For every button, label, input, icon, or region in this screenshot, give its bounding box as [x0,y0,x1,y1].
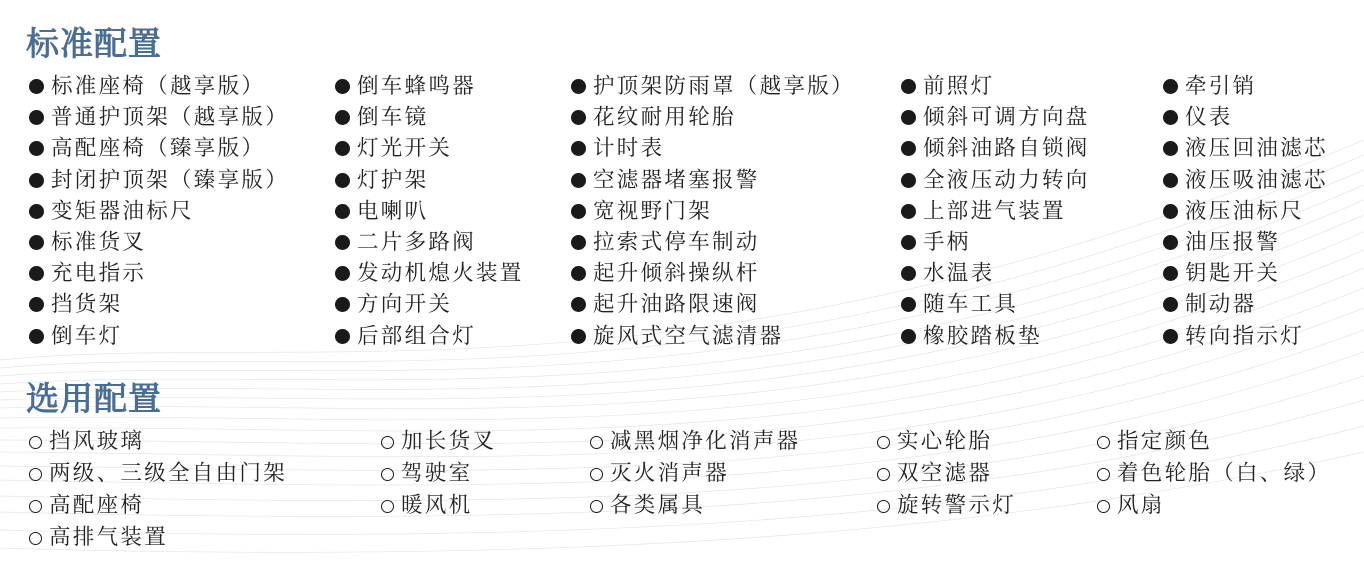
list-item: 水温表 [901,258,1090,289]
filled-bullet-icon [571,266,586,281]
open-bullet-icon [29,468,42,481]
filled-bullet-icon [1163,110,1178,125]
list-item: 暖风机 [381,490,496,522]
list-item: 挡风玻璃 [29,426,287,458]
list-item: 液压回油滤芯 [1163,133,1328,164]
open-bullet-icon [29,500,42,513]
list-item: 着色轮胎（白、绿） [1097,458,1331,490]
filled-bullet-icon [335,329,350,344]
filled-bullet-icon [29,329,44,344]
optional-column-2 [381,426,496,522]
open-bullet-icon [1097,500,1110,513]
list-item: 加长货叉 [381,426,496,458]
list-item: 转向指示灯 [1163,321,1328,352]
list-item: 驾驶室 [381,458,496,490]
optional-column-5 [1097,426,1331,522]
filled-bullet-icon [29,235,44,250]
list-item: 充电指示 [29,258,289,289]
filled-bullet-icon [901,266,916,281]
list-item: 橡胶踏板垫 [901,321,1090,352]
open-bullet-icon [877,436,890,449]
filled-bullet-icon [335,235,350,250]
filled-bullet-icon [571,173,586,188]
list-item: 倒车蜂鸣器 [335,71,524,102]
open-bullet-icon [381,436,394,449]
list-item: 随车工具 [901,289,1090,320]
list-item: 两级、三级全自由门架 [29,458,287,490]
list-item: 高排气装置 [29,522,287,554]
list-item: 花纹耐用轮胎 [571,102,855,133]
list-item: 倒车镜 [335,102,524,133]
filled-bullet-icon [901,141,916,156]
list-item: 制动器 [1163,289,1328,320]
list-item: 手柄 [901,227,1090,258]
filled-bullet-icon [1163,297,1178,312]
list-item: 宽视野门架 [571,196,855,227]
filled-bullet-icon [571,329,586,344]
list-item: 发动机熄火装置 [335,258,524,289]
list-item: 全液压动力转向 [901,165,1090,196]
list-item: 高配座椅（臻享版） [29,133,289,164]
filled-bullet-icon [29,173,44,188]
filled-bullet-icon [1163,235,1178,250]
filled-bullet-icon [901,329,916,344]
optional-column-3 [590,426,800,522]
filled-bullet-icon [1163,141,1178,156]
filled-bullet-icon [335,266,350,281]
list-item: 减黑烟净化消声器 [590,426,800,458]
optional-config-title: 选用配置 [26,379,162,418]
filled-bullet-icon [571,297,586,312]
filled-bullet-icon [571,204,586,219]
filled-bullet-icon [29,204,44,219]
filled-bullet-icon [1163,173,1178,188]
standard-column-3 [571,71,855,352]
filled-bullet-icon [335,141,350,156]
filled-bullet-icon [29,266,44,281]
list-item: 挡货架 [29,289,289,320]
open-bullet-icon [590,500,603,513]
filled-bullet-icon [571,235,586,250]
standard-column-4 [901,71,1090,352]
list-item: 起升油路限速阀 [571,289,855,320]
filled-bullet-icon [29,79,44,94]
list-item: 标准座椅（越享版） [29,71,289,102]
filled-bullet-icon [335,204,350,219]
filled-bullet-icon [335,297,350,312]
filled-bullet-icon [571,79,586,94]
standard-column-1 [29,71,289,352]
list-item: 空滤器堵塞报警 [571,165,855,196]
open-bullet-icon [877,500,890,513]
filled-bullet-icon [571,110,586,125]
list-item: 实心轮胎 [877,426,1016,458]
open-bullet-icon [877,468,890,481]
filled-bullet-icon [571,141,586,156]
list-item: 仪表 [1163,102,1328,133]
list-item: 标准货叉 [29,227,289,258]
filled-bullet-icon [29,141,44,156]
list-item: 拉索式停车制动 [571,227,855,258]
filled-bullet-icon [901,297,916,312]
list-item: 旋风式空气滤清器 [571,321,855,352]
filled-bullet-icon [29,110,44,125]
open-bullet-icon [29,532,42,545]
list-item: 指定颜色 [1097,426,1331,458]
standard-column-5 [1163,71,1328,352]
list-item: 倾斜可调方向盘 [901,102,1090,133]
list-item: 二片多路阀 [335,227,524,258]
list-item: 变矩器油标尺 [29,196,289,227]
list-item: 普通护顶架（越享版） [29,102,289,133]
open-bullet-icon [1097,436,1110,449]
list-item: 灭火消声器 [590,458,800,490]
filled-bullet-icon [901,79,916,94]
list-item: 各类属具 [590,490,800,522]
list-item: 液压吸油滤芯 [1163,165,1328,196]
optional-column-1 [29,426,287,554]
filled-bullet-icon [901,235,916,250]
open-bullet-icon [1097,468,1110,481]
filled-bullet-icon [901,173,916,188]
list-item: 电喇叭 [335,196,524,227]
list-item: 风扇 [1097,490,1331,522]
list-item: 倾斜油路自锁阀 [901,133,1090,164]
filled-bullet-icon [335,79,350,94]
list-item: 前照灯 [901,71,1090,102]
standard-config-title: 标准配置 [26,24,162,63]
list-item: 护顶架防雨罩（越享版） [571,71,855,102]
list-item: 灯光开关 [335,133,524,164]
filled-bullet-icon [335,173,350,188]
list-item: 旋转警示灯 [877,490,1016,522]
list-item: 起升倾斜操纵杆 [571,258,855,289]
list-item: 封闭护顶架（臻享版） [29,165,289,196]
list-item: 高配座椅 [29,490,287,522]
list-item: 上部进气装置 [901,196,1090,227]
list-item: 计时表 [571,133,855,164]
filled-bullet-icon [1163,204,1178,219]
list-item: 倒车灯 [29,321,289,352]
list-item: 液压油标尺 [1163,196,1328,227]
list-item: 双空滤器 [877,458,1016,490]
open-bullet-icon [590,436,603,449]
list-item: 灯护架 [335,165,524,196]
filled-bullet-icon [901,110,916,125]
list-item: 牵引销 [1163,71,1328,102]
optional-column-4 [877,426,1016,522]
list-item: 后部组合灯 [335,321,524,352]
standard-column-2 [335,71,524,352]
list-item: 油压报警 [1163,227,1328,258]
list-item: 钥匙开关 [1163,258,1328,289]
open-bullet-icon [29,436,42,449]
filled-bullet-icon [901,204,916,219]
open-bullet-icon [381,468,394,481]
filled-bullet-icon [29,297,44,312]
filled-bullet-icon [1163,266,1178,281]
open-bullet-icon [381,500,394,513]
list-item: 方向开关 [335,289,524,320]
filled-bullet-icon [1163,79,1178,94]
open-bullet-icon [590,468,603,481]
filled-bullet-icon [1163,329,1178,344]
filled-bullet-icon [335,110,350,125]
